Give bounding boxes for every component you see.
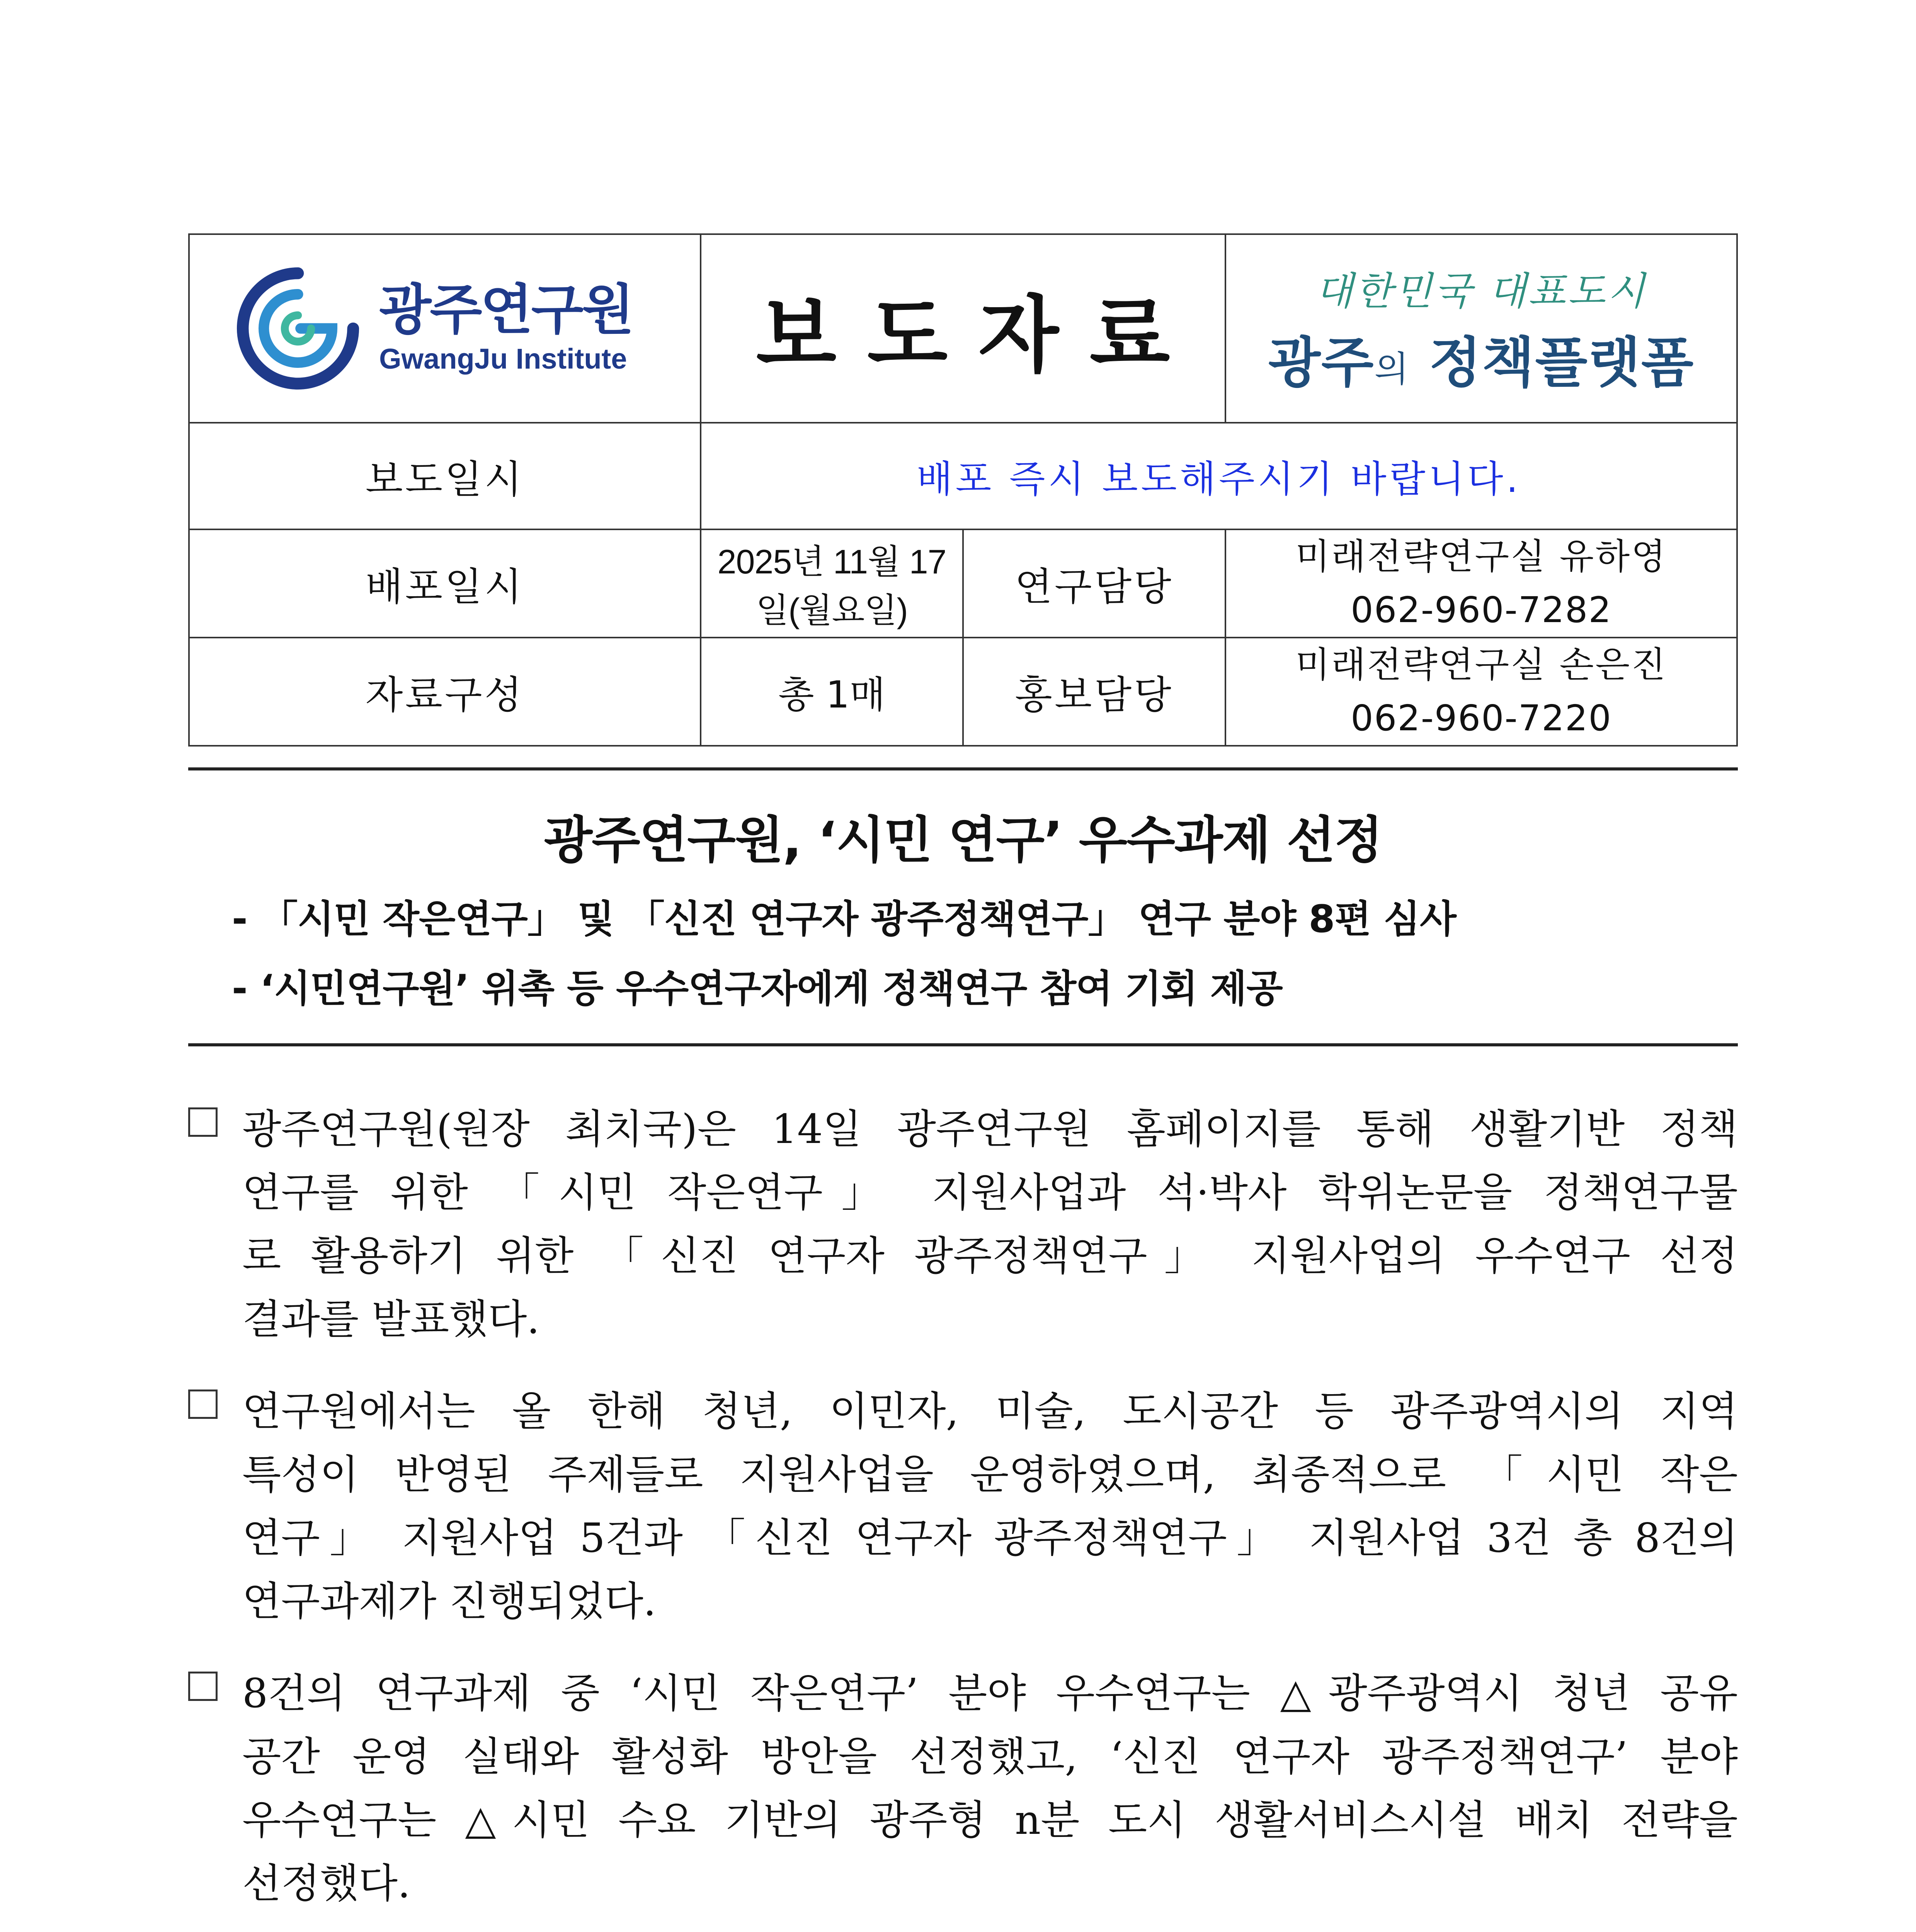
slogan-particle: 의	[1374, 348, 1410, 390]
slogan-main	[1226, 320, 1736, 397]
paragraph-line: 연구」 지원사업 5건과 「신진 연구자 광주정책연구」 지원사업 3건 총 8건의	[242, 1514, 1738, 1561]
bullet-box-icon	[188, 1672, 218, 1701]
research-contact-label: 연구담당	[963, 529, 1225, 638]
headline-title: 광주연구원, ‘시민 연구’ 우수과제 선정	[544, 811, 1382, 869]
paragraph-line: 광주연구원(원장 최치국)은 14일 광주연구원 홈페이지를 통해 생활기반 정책	[242, 1105, 1738, 1153]
slogan-platform: 정책플랫폼	[1409, 331, 1695, 395]
release-value: 배포 즉시 보도해주시기 바랍니다.	[701, 423, 1737, 529]
paragraph-line: 특성이 반영된 주제들로 지원사업을 운영하였으며, 최종적으로 「시민 작은	[242, 1451, 1738, 1498]
doc-type-cell	[701, 234, 1225, 423]
paragraph-line: 연구를 위한 「시민 작은연구」 지원사업과 석·박사 학위논문을 정책연구물	[242, 1169, 1738, 1216]
research-contact-name: 미래전략연구실 유하영	[1295, 536, 1667, 577]
paragraph-line: 결과를 발표했다.	[242, 1296, 540, 1343]
logo-cell	[189, 234, 701, 423]
institute-logo-icon	[232, 263, 364, 394]
headline-sub-2: - ‘시민연구원’ 위촉 등 우수연구자에게 정책연구 참여 기회 제공	[232, 967, 1283, 1011]
headline-sub-1: - 「시민 작은연구」 및 「신진 연구자 광주정책연구」 연구 분야 8편 심사	[232, 897, 1456, 941]
divider-bottom	[188, 1043, 1738, 1046]
distribute-value: 2025년 11월 17일(월요일)	[701, 529, 963, 638]
paragraph-line: 우수연구는 △시민 수요 기반의 광주형 n분 도시 생활서비스시설 배치 전략을	[242, 1796, 1738, 1844]
paragraph-line: 8건의 연구과제 중 ‘시민 작은연구’ 분야 우수연구는 △광주광역시 청년 공유	[242, 1670, 1738, 1717]
paragraph-line: 연구과제가 진행되었다.	[242, 1578, 656, 1625]
slogan-top: 대한민국 대표도시	[1315, 268, 1647, 314]
slogan-cell	[1225, 234, 1737, 423]
distribute-label: 배포일시	[189, 529, 701, 638]
press-header-table	[188, 233, 1738, 747]
paragraph-line: 로 활용하기 위한 「신진 연구자 광주정책연구」 지원사업의 우수연구 선정	[242, 1232, 1738, 1279]
logo-korean-name: 광주연구원	[379, 279, 633, 342]
paragraph-line: 공간 운영 실태와 활성화 방안을 선정했고, ‘신진 연구자 광주정책연구’ 분야	[242, 1733, 1738, 1780]
research-contact-phone: 062-960-7282	[1351, 589, 1612, 631]
paragraph-2	[188, 1379, 1738, 1633]
material-value: 총 1매	[701, 638, 963, 746]
paragraph-line: 연구원에서는 올 한해 청년, 이민자, 미술, 도시공간 등 광주광역시의 지역	[242, 1388, 1738, 1435]
paragraph-3	[188, 1662, 1738, 1915]
release-label: 보도일시	[189, 423, 701, 529]
bullet-box-icon	[188, 1389, 218, 1419]
paragraph-1	[188, 1097, 1738, 1351]
pr-contact	[1225, 638, 1737, 746]
pr-contact-phone: 062-960-7220	[1351, 697, 1612, 739]
research-contact	[1225, 529, 1737, 638]
material-label: 자료구성	[189, 638, 701, 746]
pr-contact-label: 홍보담당	[963, 638, 1225, 746]
paragraph-line: 선정했다.	[242, 1860, 410, 1907]
bullet-box-icon	[188, 1107, 218, 1137]
divider-top	[188, 767, 1738, 770]
logo-english-name: GwangJu Institute	[379, 343, 627, 375]
slogan-city: 광주	[1268, 331, 1375, 395]
doc-type-title: 보도자료	[756, 287, 1201, 384]
pr-contact-name: 미래전략연구실 손은진	[1295, 644, 1667, 685]
